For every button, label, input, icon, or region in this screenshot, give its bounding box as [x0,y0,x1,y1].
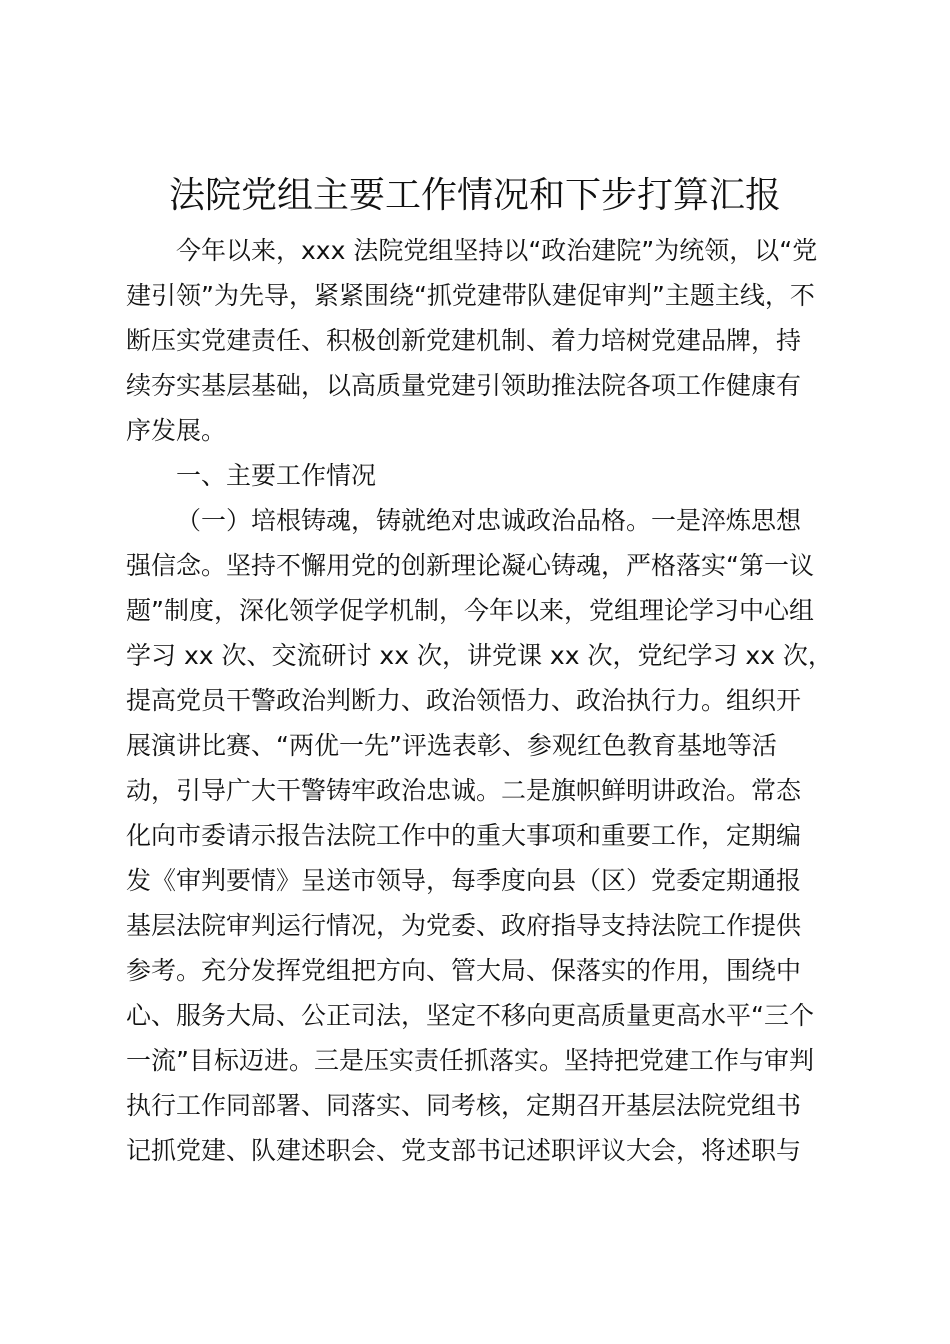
paragraph-line: 记抓党建、队建述职会、党支部书记述职评议大会，将述职与 [126,1136,802,1165]
paragraph-line: 断压实党建责任、积极创新党建机制、着力培树党建品牌，持 [126,326,802,355]
paragraph-line: 化向市委请示报告法院工作中的重大事项和重要工作，定期编 [126,821,802,850]
document-title: 法院党组主要工作情况和下步打算汇报 [168,175,781,216]
paragraph-line: 今年以来，xxx 法院党组坚持以“政治建院”为统领，以“党 [176,236,818,265]
document-body [126,228,833,1173]
paragraph-line: 发《审判要情》呈送市领导，每季度向县（区）党委定期通报 [126,866,802,895]
paragraph-line: 学习 xx 次、交流研讨 xx 次，讲党课 xx 次，党纪学习 xx 次， [126,641,833,670]
paragraph-line: 心、服务大局、公正司法，坚定不移向更高质量更高水平“三个 [126,1001,814,1030]
paragraph-line: 序发展。 [126,416,227,445]
paragraph-line: 执行工作同部署、同落实、同考核，定期召开基层法院党组书 [126,1091,802,1120]
paragraph-line: 提高党员干警政治判断力、政治领悟力、政治执行力。组织开 [126,686,802,715]
paragraph-line: 续夯实基层基础，以高质量党建引领助推法院各项工作健康有 [126,371,802,400]
paragraph-line: 基层法院审判运行情况，为党委、政府指导支持法院工作提供 [126,911,802,940]
section-heading: 一、主要工作情况 [176,461,377,490]
paragraph-line: 题”制度，深化领学促学机制，今年以来，党组理论学习中心组 [126,596,814,625]
paragraph-line: 建引领”为先导，紧紧围绕“抓党建带队建促审判”主题主线，不 [126,281,815,310]
paragraph-line: 展演讲比赛、“两优一先”评选表彰、参观红色教育基地等活 [126,731,777,760]
paragraph-line: 参考。充分发挥党组把方向、管大局、保落实的作用，围绕中 [126,956,802,985]
paragraph-line: 强信念。坚持不懈用党的创新理论凝心铸魂，严格落实“第一议 [126,551,814,580]
paragraph-line: 动，引导广大干警铸牢政治忠诚。二是旗帜鲜明讲政治。常态 [126,776,802,805]
paragraph-line: （一）培根铸魂，铸就绝对忠诚政治品格。一是淬炼思想 [176,506,802,535]
paragraph-line: 一流”目标迈进。三是压实责任抓落实。坚持把党建工作与审判 [126,1046,814,1075]
